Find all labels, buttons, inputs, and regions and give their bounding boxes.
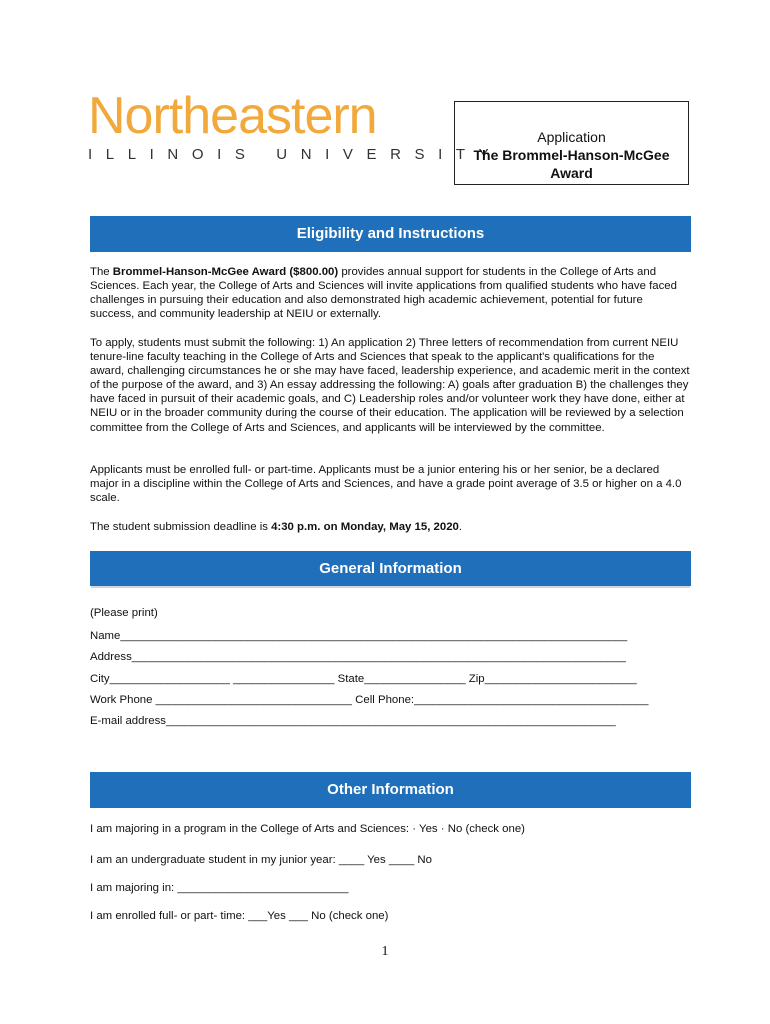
page-number: 1 — [381, 944, 389, 959]
please-print-note: (Please print) — [90, 607, 158, 619]
application-title-box — [454, 101, 689, 185]
eligibility-paragraph-1: The Brommel-Hanson-McGee Award ($800.00) provides annual support for students in the College of Arts and Sciences. Each year, the College of Arts and Sciences will invite applications from qualified students who have faced challenges in pursuing their education and also demonstrated high academic achievement, potential for future success, and community leadership at NEIU or externally. — [90, 266, 677, 321]
address-field[interactable]: Address______________________________________________________________________________ — [90, 651, 626, 663]
logo-wordmark: Northeastern — [88, 87, 377, 145]
title-line-1: Application — [537, 129, 606, 145]
section-header-eligibility: Eligibility and Instructions — [90, 216, 691, 252]
phone-field[interactable]: Work Phone _______________________________ Cell Phone:_____________________________________ — [90, 694, 649, 706]
junior-year-question[interactable]: I am an undergraduate student in my junior year: ____ Yes ____ No — [90, 854, 432, 866]
name-field[interactable]: Name________________________________________________________________________________ — [90, 630, 628, 642]
section-header-other: Other Information — [90, 772, 691, 808]
logo-subtitle: ILLINOIS UNIVERSITY — [88, 146, 503, 163]
major-field[interactable]: I am majoring in: ___________________________ — [90, 882, 349, 894]
eligibility-paragraph-2: To apply, students must submit the following: 1) An application 2) Three letters of recommendation from current NEIU tenure-line faculty teaching in the College of Arts and Sciences that speak to the applicant's qualifications for the award, challenging circumstances he or she may have faced, leadership experience, and academic merit in the context of the purpose of the award, and 3) An essay addressing the following: A) goals after graduation B) the challenges they have faced in pursuit of their academic goals, and C) Leadership roles and/or volunteer work they have done, either at NEIU or in the broader community during the course of their education. The application will be reviewed by a selection committee from the College of Arts and Sciences, and applicants will be interviewed by the committee. — [90, 337, 690, 434]
deadline-paragraph: The student submission deadline is 4:30 p.m. on Monday, May 15, 2020. — [90, 521, 463, 533]
university-logo — [88, 87, 503, 163]
email-field[interactable]: E-mail address_______________________________________________________________________ — [90, 715, 616, 727]
title-line-3: Award — [550, 165, 593, 181]
city-state-zip-field[interactable]: City___________________ ________________ State________________ Zip________________________ — [90, 673, 637, 685]
title-line-2: The Brommel-Hanson-McGee — [473, 147, 670, 163]
eligibility-paragraph-3: Applicants must be enrolled full- or part-time. Applicants must be a junior entering his or her senior, be a declared major in a discipline within the College of Arts and Sciences, and have a grade point average of 3.5 or higher on a 4.0 scale. — [90, 464, 682, 505]
enrollment-question[interactable]: I am enrolled full- or part- time: ___Yes ___ No (check one) — [90, 910, 389, 922]
arts-sciences-major-question[interactable]: I am majoring in a program in the College of Arts and Sciences: · Yes · No (check one) — [90, 823, 525, 835]
section-header-general: General Information — [90, 551, 691, 586]
